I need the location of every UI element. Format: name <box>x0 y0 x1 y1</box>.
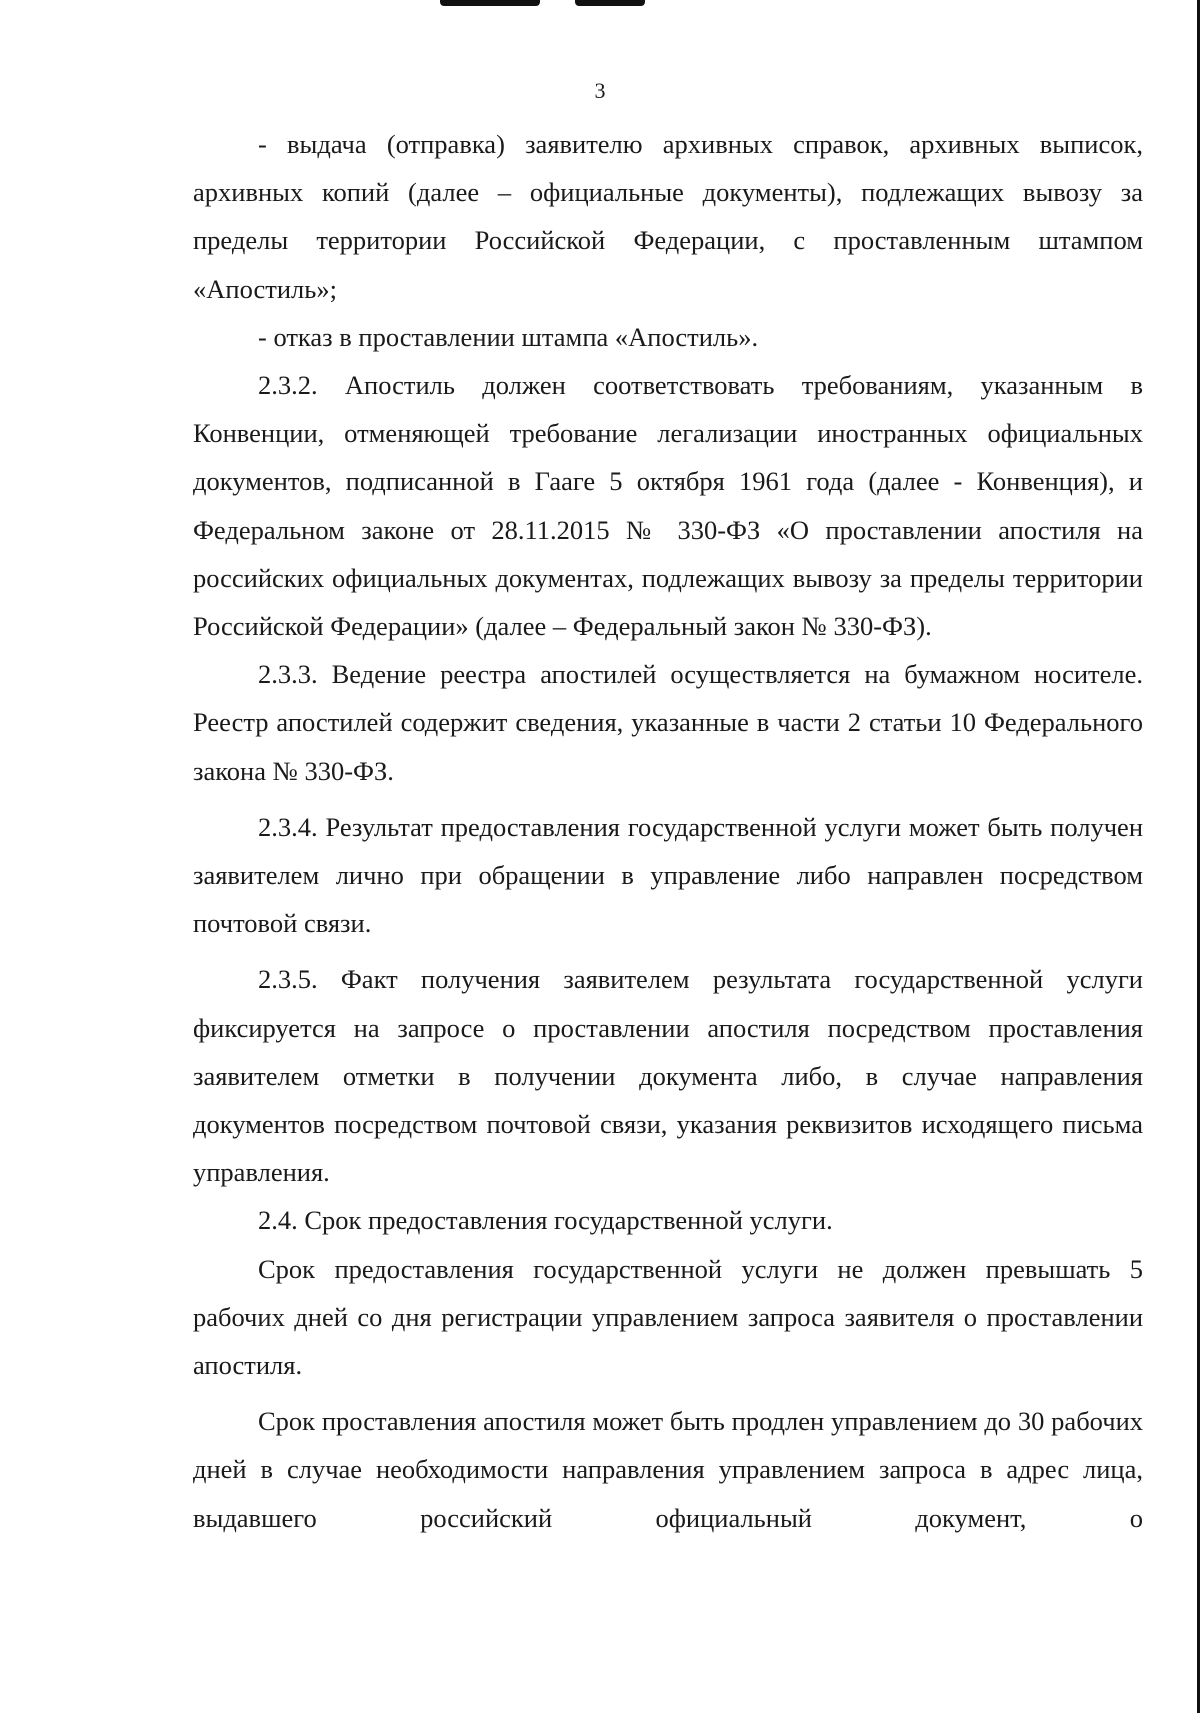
paragraph: 2.3.4. Результат предоставления государственной услуги может быть получен заявителем лично при обращении в управление либо направлен посредством почтовой связи. <box>193 811 1143 939</box>
paragraph: 2.3.2. Апостиль должен соответствовать требованиям, указанным в Конвенции, отменяющей требование легализации иностранных официальных документов, подписанной в Гааге 5 октября 1961 года (далее - Конвенция), и Федеральном законе от 28.11.2015 № 330-ФЗ «О проставлении апостиля на российских официальных документах, подлежащих вывозу за пределы территории Российской Федерации» (далее – Федеральный закон № 330-ФЗ). <box>193 370 1143 642</box>
paragraph: Срок предоставления государственной услуги не должен превышать 5 рабочих дней со дня регистрации управлением запроса заявителя о проставлении апостиля. <box>193 1253 1143 1381</box>
scan-mark <box>575 0 645 6</box>
scan-mark <box>440 0 540 6</box>
section-heading: 2.4. Срок предоставления государственной услуги. <box>258 1205 833 1236</box>
document-body <box>193 120 1143 1542</box>
paragraph: 2.3.5. Факт получения заявителем результата государственной услуги фиксируется на запросе о проставлении апостиля посредством проставления заявителем отметки в получении документа либо, в случае направления документов посредством почтовой связи, указания реквизитов исходящего письма управления. <box>193 964 1143 1188</box>
scan-edge-top <box>0 0 1200 8</box>
page-number: 3 <box>594 78 606 103</box>
paragraph: - выдача (отправка) заявителю архивных справок, архивных выписок, архивных копий (далее – официальные документы), подлежащих вывозу за пределы территории Российской Федерации, с проставленным штампом «Апостиль»; <box>193 129 1143 304</box>
paragraph: Срок проставления апостиля может быть продлен управлением до 30 рабочих дней в случае необходимости направления управлением запроса в адрес лица, выдавшего российский официальный документ, о <box>193 1406 1143 1533</box>
paragraph: - отказ в проставлении штампа «Апостиль». <box>258 321 759 352</box>
paragraph: 2.3.3. Ведение реестра апостилей осуществляется на бумажном носителе. Реестр апостилей содержит сведения, указанные в части 2 статьи 10 Федерального закона № 330-ФЗ. <box>193 659 1143 786</box>
